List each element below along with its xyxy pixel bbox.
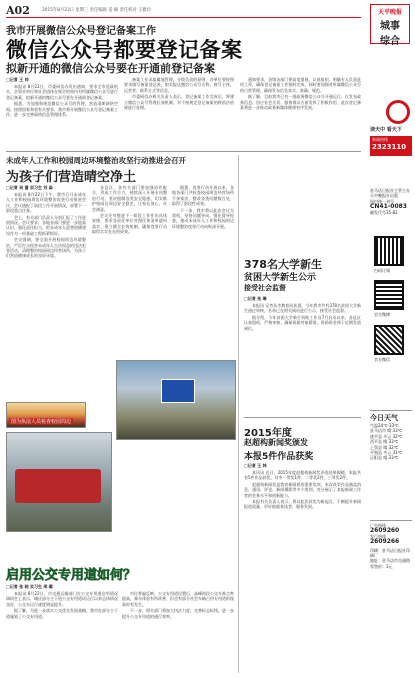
story5-title1: 2015年度 xyxy=(244,428,292,439)
qr-code-icon xyxy=(374,280,404,310)
paragraph: 据悉，为加强和规范微信公众号的管理，营造清朗网络空间，按照国家和省有关要求，我市将开展微信公众号登记备案工作，进一步完善网络信息管理体系。 xyxy=(6,101,118,118)
hotline-label: 新闻热线 xyxy=(372,137,388,142)
story5-byline: □记者 王 林 xyxy=(244,463,267,468)
story2-byline: □记者 吴 蔷 实习生 刘 淼 xyxy=(6,185,53,190)
photo-caption: 图为执法人员检查校园周边 xyxy=(11,419,72,425)
weather-row: 正阳县 晴 33℃ xyxy=(370,455,399,461)
lead-col-2 xyxy=(124,77,234,148)
story4-byline: □记者 张 琳 xyxy=(244,296,267,301)
weather-row: 遂平县 多云 32℃ xyxy=(370,433,403,439)
info-line: 驻马店日报社主管主办 xyxy=(370,188,410,193)
print-info: 印刷：驻马店日报社印刷厂 xyxy=(370,547,410,559)
header-meta: 2015年8月23日 星期三 责任编辑 姜 楠 责任校对 王雅玲 xyxy=(42,8,151,13)
lead-col-1 xyxy=(6,84,118,148)
story2-photo xyxy=(6,402,86,428)
lead-kicker: 我市开展微信公众号登记备案工作 xyxy=(6,26,156,37)
weather-title: 今日天气 xyxy=(370,414,398,422)
publisher-info xyxy=(370,188,414,215)
hotline-number: 2323110 xyxy=(372,143,407,152)
story5-title2: 赵超构新闻奖颁发 xyxy=(244,438,308,447)
paragraph: 下一步，我市将以此次会议为契机，坚持问题导向，强化督导检查，推动未成年人工作和校园周边环境整治攻坚行动向纵深开展。 xyxy=(172,207,234,229)
lead-byline: □记者 王 帅 xyxy=(6,77,29,82)
right-rail xyxy=(366,0,415,677)
weather-box xyxy=(370,410,412,461)
story2-title1: 未成年人工作和校园周边环境整治攻坚行动推进会召开 xyxy=(6,156,186,165)
paragraph: 本报讯 记者从市教育局获悉，今年我市共有378名贫困大学新生通过审核，名单已在相关网站进行公示，接受社会监督。 xyxy=(244,303,361,314)
column-divider xyxy=(238,155,239,673)
hotline-box xyxy=(370,136,412,156)
paragraph: 据了解，目前我市已有一批政务微信公众号开通运行，在发布政务信息、回应社会关切、服务群众方面发挥了积极作用，此次登记备案将进一步推动政务新媒体健康有序发展。 xyxy=(240,94,361,111)
weather-row: 平舆县 多云 31℃ xyxy=(370,450,403,456)
slogan: 读天中 看天下 xyxy=(370,127,402,133)
story3-byline: □记者 张 晓 实习生 邢 璐 xyxy=(6,584,53,589)
qr-label-2: 官方微博 xyxy=(374,312,390,317)
story2-col-1 xyxy=(6,192,86,402)
bus-lane-sign-photo xyxy=(116,360,236,440)
story5-body xyxy=(244,470,361,673)
paragraph: 各县区、各有关部门要加强协作配合，形成工作合力，持续深入开展专项整治行动，坚决遏制各类安全隐患，切实维护校园及周边安全稳定，让家长放心、社会满意。 xyxy=(92,185,167,212)
info-line: 天中晚报社出版 xyxy=(370,193,398,199)
weather-row: 驻马店市 晴 33℃ xyxy=(370,428,403,434)
paragraph: 本讯讯 近日，2015年度赵超构新闻奖评选结果揭晓，本报共有5件作品获奖，其中一等奖1件、二等奖2件、三等奖2件。 xyxy=(244,470,361,481)
story4-title2: 贫困大学新生公示 xyxy=(244,273,317,283)
ad-hotline-number: 2609260 xyxy=(370,527,400,535)
paragraph: 据介绍，今年贫困大学新生资助工作自7月启动以来，各县区认真组织，严格审核，确保资助对象精准，资助资金将于近期发放到位。 xyxy=(244,314,361,331)
paragraph: 市民普遍反映，公交专用道设置后，高峰时段公交车准点率提高，乘车体验有所改善，但也有部分社会车辆占用专用道的现象时有发生。 xyxy=(122,591,234,607)
story2-title2: 为孩子们营造晴空净土 xyxy=(6,170,137,185)
page-number: A02 xyxy=(6,4,30,17)
paragraph: 会议还对推进下一阶段工作作出具体安排，要求各责任单位对照任务清单逐项落实，建立健全长效机制，确保攻坚行动取得实实在在的成效。 xyxy=(92,213,167,235)
paragraph: 下一步，相关部门将加大执法力度，完善标志标线，进一步提升公交专用道的通行效率。 xyxy=(122,608,234,619)
paragraph: 赵超构新闻奖是我省新闻界的重要奖项，本次获奖作品涵盖消息、通讯、评论、新闻摄影等多个类别，充分展示了本报新闻工作者的业务水平和创新能力。 xyxy=(244,481,361,498)
brand-box xyxy=(370,4,410,47)
bus-photo xyxy=(6,432,112,532)
lead-subhead: 拟新开通的微信公众号要在开通前登记备案 xyxy=(6,62,215,75)
story4-body xyxy=(244,303,361,403)
qr-label-3: 官方微信 xyxy=(374,357,390,362)
cn-number: CN41-0083 xyxy=(370,203,407,211)
lead-headline: 微信公众号都要登记备案 xyxy=(6,38,243,62)
contact-box xyxy=(370,520,412,569)
bus-icon xyxy=(15,469,101,503)
price-info: 零售价：1元 xyxy=(370,563,393,569)
story4-sub: 接受社会监督 xyxy=(244,284,286,292)
paragraph: 会上，有关部门负责人分别汇报了工作进展情况。会议要求，各地各部门要进一步提高认识，强化责任担当，把未成年人思想道德建设作为一项基础工程抓紧抓好。 xyxy=(6,214,86,236)
paragraph: 据了解，为进一步落实公交优先发展战略，我市在部分主干道施划了公交专用道。 xyxy=(6,608,118,619)
qr-label-1: 扫码订阅 xyxy=(374,268,390,273)
paragraph: 通知要求，各级各部门要高度重视，认真组织，明确专人负责此项工作，确保登记备案工作按时完成，同时要加强对所属微信公众号的日常管理，确保发布信息真实、准确、规范。 xyxy=(240,77,361,93)
paragraph: 备案工作采取属地管理、分级负责的原则，各单位要按照要求填写备案登记表，如实报送微信公众号名称、账号主体、运营者、联系方式等信息。 xyxy=(124,77,234,93)
info-line: 国内统一刊号 xyxy=(370,198,394,204)
story4-title1: 378名大学新生 xyxy=(244,258,322,271)
page-header xyxy=(6,4,361,18)
logo-icon xyxy=(386,100,410,124)
story2-col-2 xyxy=(92,185,167,357)
lead-col-3 xyxy=(240,77,361,148)
divider xyxy=(6,151,361,152)
qr-code-icon xyxy=(374,236,404,266)
paragraph: 本报有关负责人表示，将以此次获奖为新起点，不断提升新闻报道质量，更好地服务读者、服务发展。 xyxy=(244,499,361,510)
brand-name: 天平晚报 xyxy=(377,9,402,16)
paragraph: 会议强调，要全面开展校园周边环境整治，严厉打击侵害未成年人合法权益的违法犯罪活动，清理整治校园周边经营场所，为孩子们营造健康成长的良好环境。 xyxy=(6,237,86,259)
road-sign-icon xyxy=(161,379,195,403)
ad-hotline-label: 广告热线 xyxy=(370,523,386,528)
section-name-2: 综合 xyxy=(380,36,400,47)
address-info: 地址：驻马店市交通路 xyxy=(370,558,410,564)
section-name-1: 城事 xyxy=(380,21,400,32)
story5-title3: 本报5件作品获奖 xyxy=(244,452,314,462)
weather-row: 上蔡县 晴 32℃ xyxy=(370,444,399,450)
paragraph: 本报讯 8月22日，市交通运输部门在公交专用道启用情况调研会上表示，城区部分主干道公交专用道试运行以来总体情况良好，公交车运行速度明显提升。 xyxy=(6,591,118,607)
post-code: 邮发代号35-82 xyxy=(370,209,398,215)
qr-code-icon xyxy=(374,325,404,355)
paragraph: 本报讯 8月22日下午，我市召开未成年人工作和校园周边环境整治攻坚行动推进会议，会议通报了前段工作开展情况，部署下一阶段重点任务。 xyxy=(6,192,86,214)
weather-row: 西平县 晴 33℃ xyxy=(370,439,399,445)
weather-temp: 气温24℃-33℃ xyxy=(370,423,399,428)
paragraph: 据悉，攻坚行动开展以来，各地各部门共检查校园周边经营场所千余家次，整改各类问题数百处，取得了阶段性成效。 xyxy=(172,185,234,207)
story3-col-2 xyxy=(122,591,234,673)
paragraph: 市委网信办相关负责人表示，登记备案工作完成后，将建立微信公众号管理长效机制，对不按规定登记备案的将依法依规进行处理。 xyxy=(124,94,234,111)
story3-title: 启用公交专用道如何？ xyxy=(6,568,137,583)
dist-hotline-number: 2609266 xyxy=(370,538,400,546)
paragraph: 本报讯 8月22日，市委网信办发出通知，要求全市党政机关、企事业单位和社会团体在规定时间内对所属微信公众号进行登记备案，拟新开通的微信公众号要在开通前登记备案。 xyxy=(6,84,118,100)
story2-col-3 xyxy=(172,185,234,357)
divider xyxy=(244,417,361,418)
dist-hotline-label: 发行热线 xyxy=(370,533,386,539)
story3-col-1 xyxy=(6,591,118,673)
